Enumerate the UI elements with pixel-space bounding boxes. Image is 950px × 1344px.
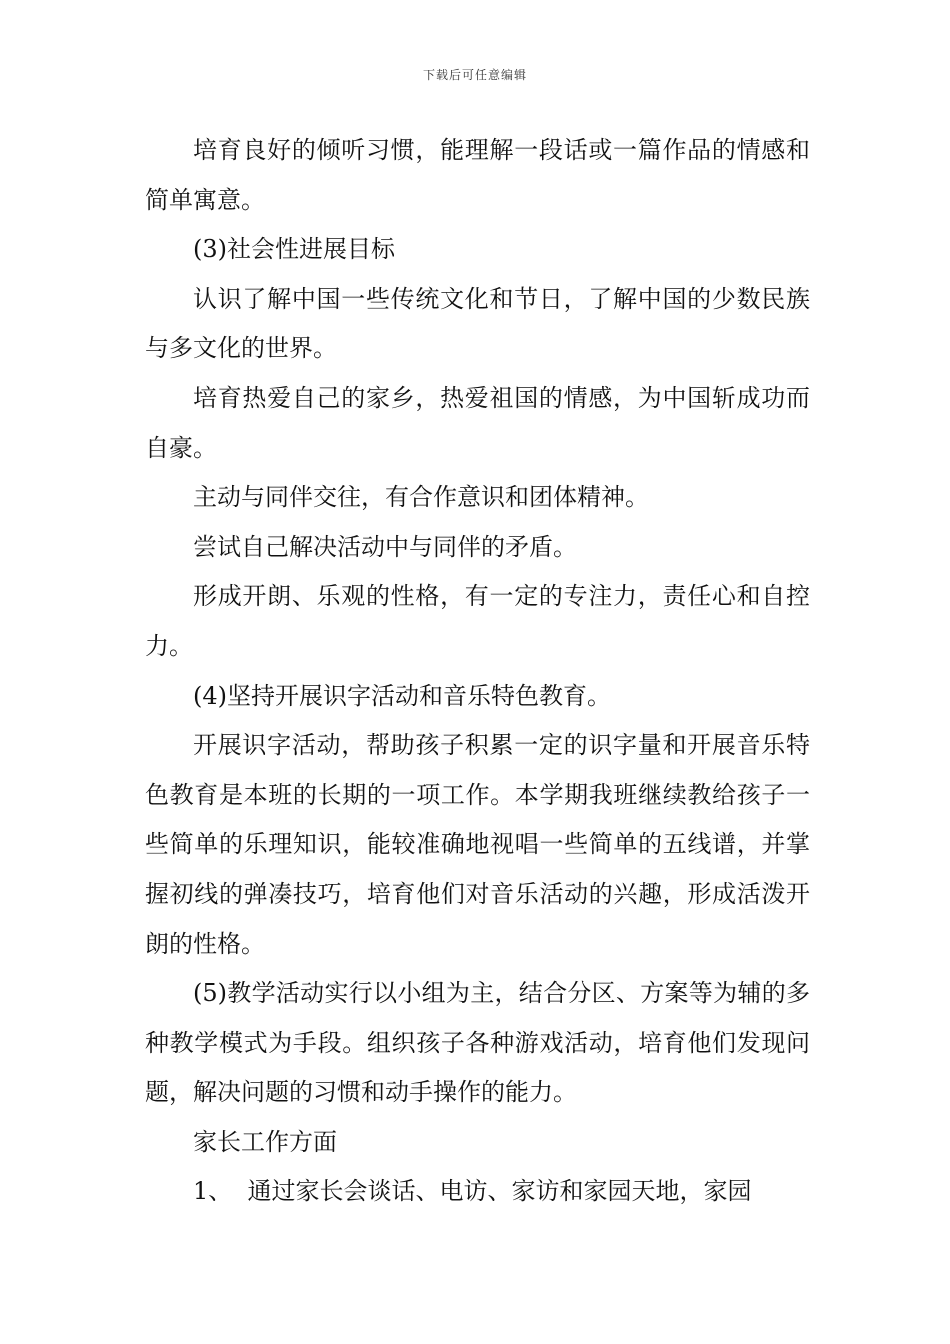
section-heading-literacy-music: (4)坚持开展识字活动和音乐特色教育。 (193, 681, 611, 710)
paragraph-literacy-music-details: 开展识字活动，帮助孩子积累一定的识字量和开展音乐特色教育是本班的长期的一项工作。本学期我班继续教给孩子一些简单的乐理知识，能较准确地视唱一些简单的五线谱，并掌握初线的弹凑技巧，培育他们对音乐活动的兴趣，形成活泼开朗的性格。 (145, 731, 810, 958)
page-header: 下载后可任意编辑 (422, 68, 527, 82)
document-body (145, 126, 810, 1217)
section-heading-parent-work: 家长工作方面 (193, 1127, 337, 1156)
paragraph-teaching-mode: (5)教学活动实行以小组为主，结合分区、方案等为辅的多种教学模式为手段。组织孩子各种游戏活动，培育他们发现问题，解决问题的习惯和动手操作的能力。 (145, 979, 810, 1107)
paragraph-love-hometown: 培育热爱自己的家乡，热爱祖国的情感，为中国斩成功而自豪。 (145, 383, 810, 462)
paragraph-listening-habit: 培育良好的倾听习惯，能理解一段话或一篇作品的情感和简单寓意。 (145, 136, 810, 214)
section-heading-social-goals: (3)社会性进展目标 (193, 235, 395, 264)
paragraph-conflict-resolution: 尝试自己解决活动中与同伴的矛盾。 (193, 532, 577, 561)
paragraph-traditional-culture: 认识了解中国一些传统文化和节日，了解中国的少数民族与多文化的世界。 (145, 284, 810, 363)
list-item-parent-communication: 1、 通过家长会谈话、电访、家访和家园天地，家园 (193, 1177, 752, 1206)
paragraph-peer-interaction: 主动与同伴交往，有合作意识和团体精神。 (193, 483, 649, 512)
paragraph-personality: 形成开朗、乐观的性格，有一定的专注力，责任心和自控力。 (145, 582, 810, 660)
